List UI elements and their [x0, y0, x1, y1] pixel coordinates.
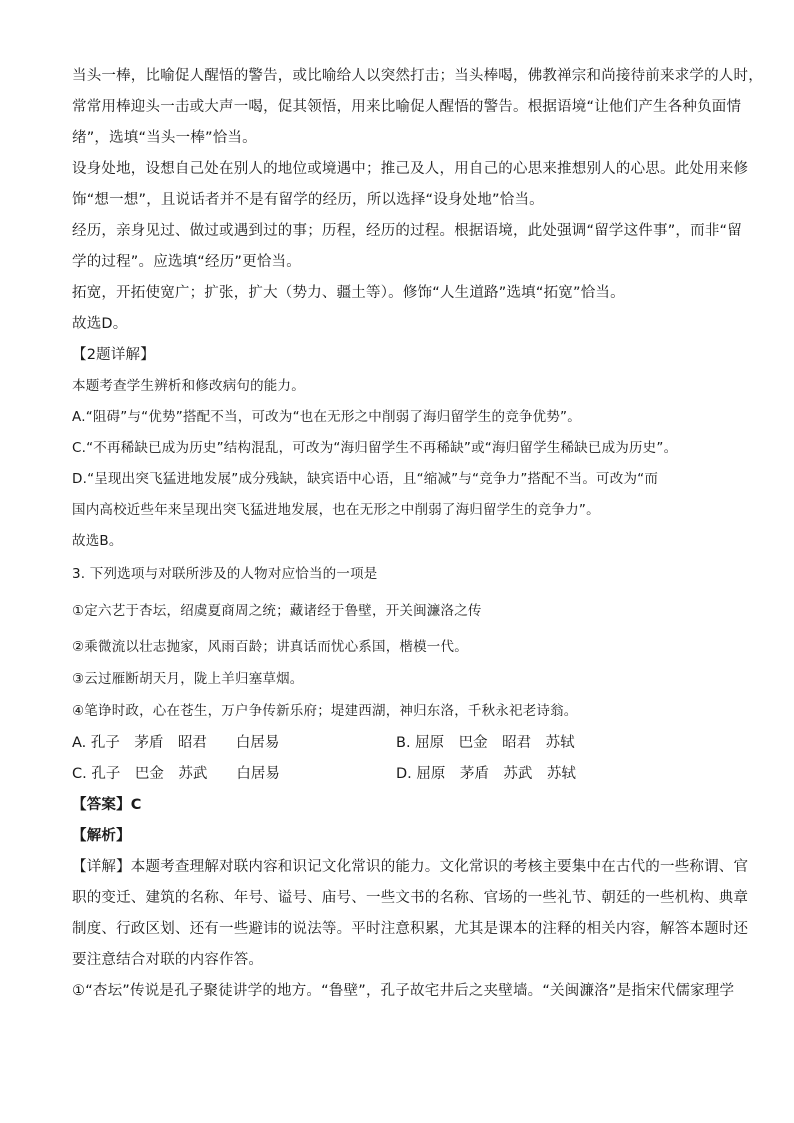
section-heading: 【2题详解】: [72, 347, 155, 363]
text-line: 学的过程”。应选填“经历”更恰当。: [72, 254, 301, 270]
detail-line: 要注意结合对联的内容作答。: [72, 952, 264, 968]
text-line: 经历，亲身见过、做过或遇到过的事；历程，经历的过程。根据语境，此处强调“留学这件事”，而非“留: [72, 223, 742, 239]
text-line: 本题考查学生辨析和修改病句的能力。: [72, 378, 305, 394]
couplet-1: ①定六艺于杏坛，绍虞夏商周之统；藏诸经于鲁壁，开关闽濂洛之传: [72, 603, 482, 619]
text-line: 当头一棒，比喻促人醒悟的警告，或比喻给人以突然打击；当头棒喝，佛教禅宗和尚接待前来求学的人时，: [72, 68, 763, 84]
text-line: 国内高校近些年来呈现出突飞猛进地发展，也在无形之中削弱了海归留学生的竞争力”。: [72, 502, 600, 518]
couplet-3: ③云过雁断胡天月，陇上羊归塞草烟。: [72, 671, 304, 687]
text-line: 饰“想一想”，且说话者并不是有留学的经历，所以选择“设身处地”恰当。: [72, 192, 544, 208]
analysis-label: 【解析】: [72, 828, 131, 844]
couplet-2: ②乘微流以壮志抛家，风雨百龄；讲真话而忧心系国，楷模一代。: [72, 639, 468, 655]
text-line: 设身处地，设想自己处在别人的地位或境遇中；推己及人，用自己的心思来推想别人的心思。此处用来修: [72, 161, 749, 177]
couplet-4: ④笔诤时政，心在苍生，万户争传新乐府；堤建西湖，神归东洛，千秋永祀老诗翁。: [72, 703, 578, 719]
option-b: B. 屈原 巴金 昭君 苏轼: [396, 735, 575, 751]
text-line: 绪”，选填“当头一棒”恰当。: [72, 130, 257, 146]
text-line: 常常用棒迎头一击或大声一喝，促其领悟，用来比喻促人醒悟的警告。根据语境“让他们产生各种负面情: [72, 99, 742, 115]
text-line: 拓宽，开拓使宽广；扩张，扩大（势力、疆土等）。修饰“人生道路”选填“拓宽”恰当。: [72, 285, 625, 301]
detail-line: ①“杏坛”传说是孔子聚徒讲学的地方。“鲁壁”，孔子故宅井后之夹壁墙。“关闽濂洛”是指宋代儒家理学: [72, 983, 735, 999]
text-line: 故选B。: [72, 533, 123, 549]
text-line: 故选D。: [72, 316, 128, 332]
text-line: A.“阻碍”与“优势”搭配不当，可改为“也在无形之中削弱了海归留学生的竞争优势”。: [72, 409, 581, 425]
text-line: D.“呈现出突飞猛进地发展”成分残缺，缺宾语中心语，且“缩减”与“竞争力”搭配不当。可改为“而: [72, 471, 659, 487]
answer-label: 【答案】C: [72, 797, 142, 813]
question-title: 3. 下列选项与对联所涉及的人物对应恰当的一项是: [72, 566, 378, 582]
text-line: C.“不再稀缺已成为历史”结构混乱，可改为“海归留学生不再稀缺”或“海归留学生稀缺已成为历史”。: [72, 440, 678, 456]
detail-line: 【详解】本题考查理解对联内容和识记文化常识的能力。文化常识的考核主要集中在古代的一些称谓、官: [72, 859, 749, 875]
detail-line: 制度、行政区划、还有一些避讳的说法等。平时注意积累，尤其是课本的注释的相关内容，解答本题时还: [72, 921, 749, 937]
option-a: A. 孔子 茅盾 昭君 白居易: [72, 735, 280, 751]
option-c: C. 孔子 巴金 苏武 白居易: [72, 766, 280, 782]
option-d: D. 屈原 茅盾 苏武 苏轼: [396, 766, 576, 782]
detail-line: 职的变迁、建筑的名称、年号、谥号、庙号、一些文书的名称、官场的一些礼节、朝廷的一些机构、典章: [72, 890, 749, 906]
